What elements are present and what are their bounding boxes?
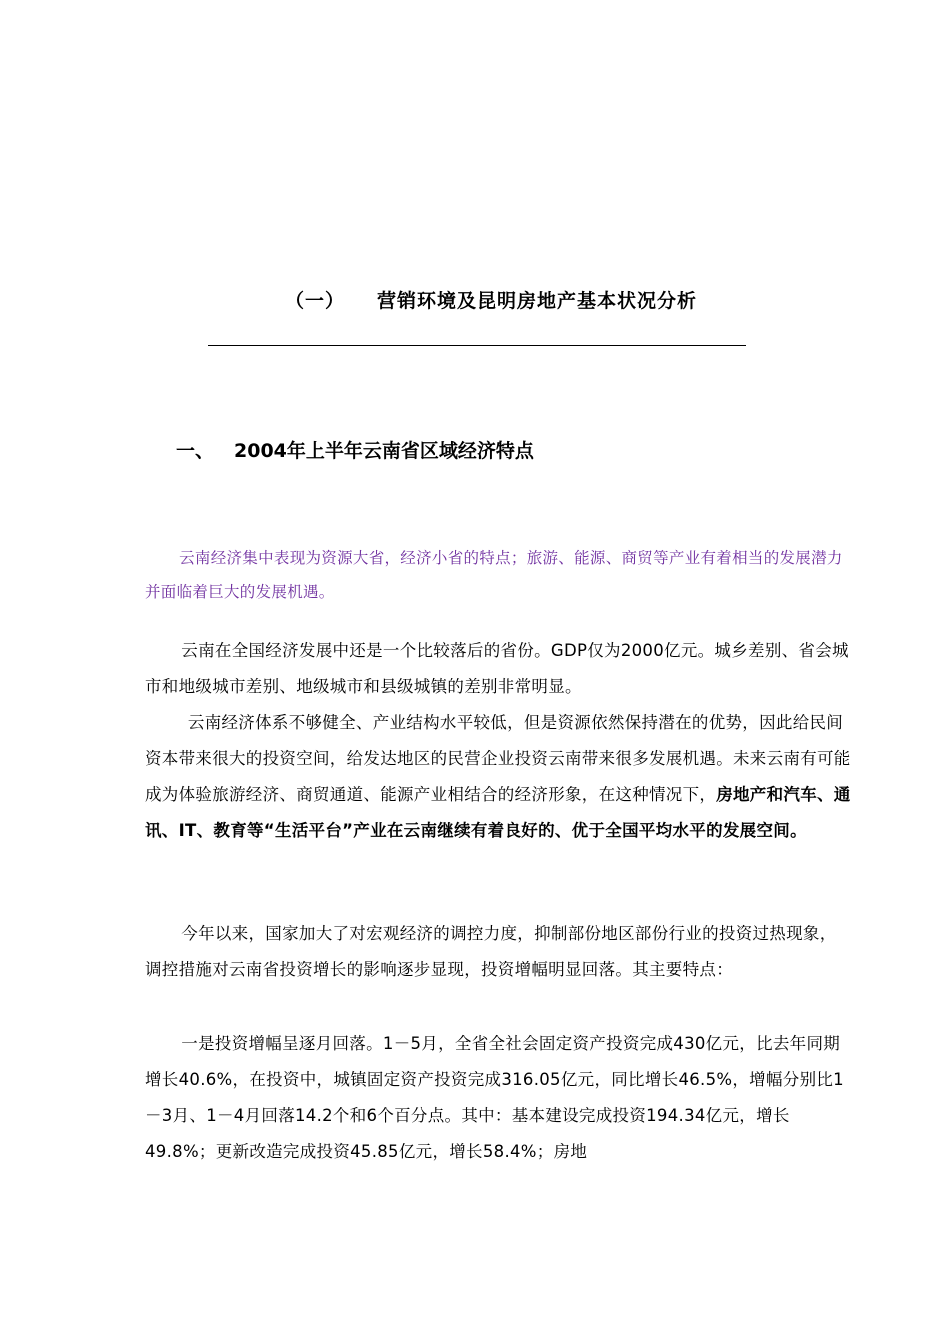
section-heading (176, 436, 534, 463)
paragraph-text-mixed (145, 705, 851, 849)
paragraph-text: 云南在全国经济发展中还是一个比较落后的省份。GDP仅为2000亿元。城乡差别、省会城市和地级城市差别、地级城市和县级城镇的差别非常明显。 (145, 641, 849, 696)
body-paragraph-2 (145, 705, 851, 849)
chapter-title (285, 286, 697, 313)
section-number: 一、 (176, 440, 215, 462)
body-paragraph-1 (145, 633, 851, 705)
body-paragraph-3 (145, 916, 851, 988)
paragraph-text: 一是投资增幅呈逐月回落。1－5月，全省全社会固定资产投资完成430亿元，比去年同期增长40.6%，在投资中，城镇固定资产投资完成316.05亿元，同比增长46.5%，增幅分别比1－3月、1－4月回落14.2个和6个百分点。其中：基本建设完成投资194.34亿元，增长49.8%；更新改造完成投资45.85亿元，增长58.4%；房地 (145, 1034, 844, 1161)
body-paragraph-4 (145, 1026, 851, 1170)
chapter-title-text: 营销环境及昆明房地产基本状况分析 (377, 290, 698, 312)
paragraph-bold-text: 房地产和汽车、通讯、IT、教育等“生活平台”产业在云南继续有着良好的、优于全国平均水平的发展空间。 (145, 785, 851, 840)
summary-paragraph (145, 541, 851, 609)
section-title: 2004年上半年云南省区域经济特点 (234, 440, 534, 462)
chapter-number: （一） (285, 290, 346, 312)
title-divider (208, 345, 746, 346)
paragraph-text: 今年以来，国家加大了对宏观经济的调控力度，抑制部份地区部份行业的投资过热现象，调控措施对云南省投资增长的影响逐步显现，投资增幅明显回落。其主要特点： (145, 924, 837, 979)
paragraph-plain-text: 云南经济体系不够健全、产业结构水平较低，但是资源依然保持潜在的优势，因此给民间资本带来很大的投资空间，给发达地区的民营企业投资云南带来很多发展机遇。未来云南有可能成为体验旅游经济、商贸通道、能源产业相结合的经济形象，在这种情况下， (145, 713, 851, 804)
summary-text: 云南经济集中表现为资源大省，经济小省的特点；旅游、能源、商贸等产业有着相当的发展潜力并面临着巨大的发展机遇。 (145, 549, 843, 601)
